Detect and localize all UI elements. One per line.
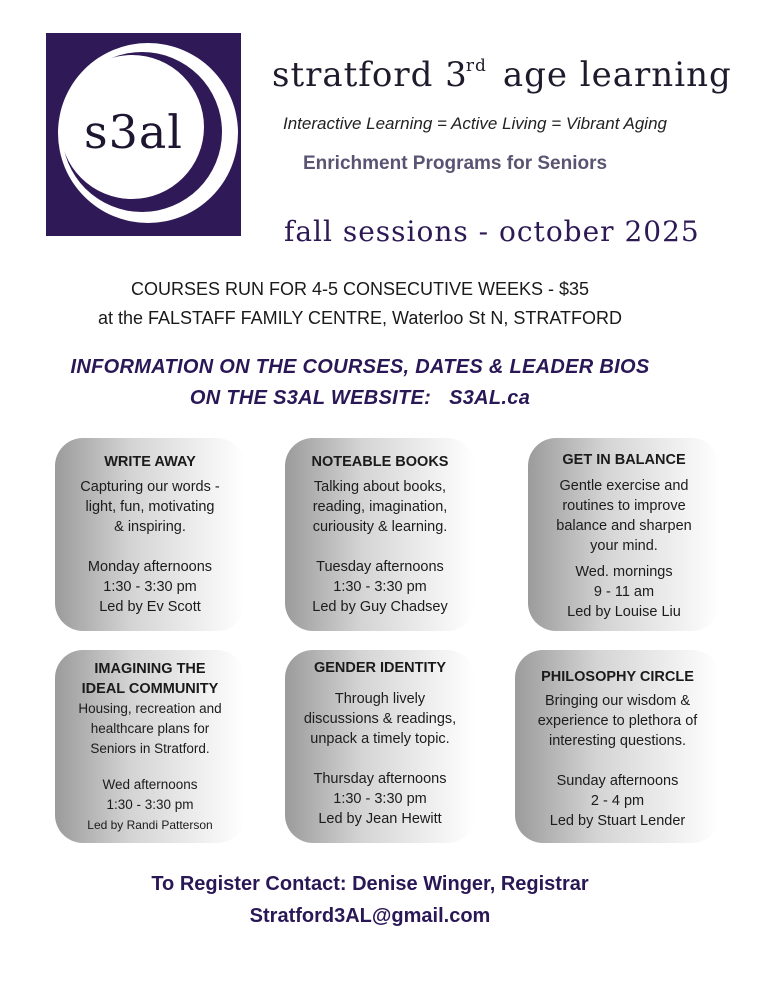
- course-description: Through lively discussions & readings, unpack a timely topic.: [303, 691, 457, 747]
- course-card-noteable-books: [285, 438, 475, 631]
- course-title: NOTEABLE BOOKS: [311, 454, 449, 470]
- course-time: 2 - 4 pm: [590, 793, 645, 809]
- course-schedule: Wed afternoons: [102, 777, 198, 792]
- course-description: Housing, recreation and healthcare plans for Seniors in Stratford.: [78, 701, 222, 756]
- course-schedule: Thursday afternoons: [313, 771, 447, 787]
- course-schedule: Monday afternoons: [87, 559, 213, 575]
- course-leader: Led by Louise Liu: [567, 604, 681, 620]
- course-card-write-away: [55, 438, 245, 631]
- logo-text: s3al: [83, 105, 183, 159]
- org-name: [272, 55, 752, 95]
- venue-line: at the FALSTAFF FAMILY CENTRE, Waterloo St N, STRATFORD: [97, 308, 623, 328]
- course-title: WRITE AWAY: [104, 454, 196, 470]
- website-info-line-1: INFORMATION ON THE COURSES, DATES & LEADER BIOS: [70, 356, 650, 378]
- course-card-gender-identity: [285, 650, 475, 843]
- org-name-pre: stratford 3: [272, 55, 468, 95]
- course-title: PHILOSOPHY CIRCLE: [541, 669, 694, 685]
- tagline: Interactive Learning = Active Living = Vibrant Aging: [283, 114, 667, 133]
- course-description: Gentle exercise and routines to improve balance and sharpen your mind.: [556, 478, 692, 554]
- register-contact-line: To Register Contact: Denise Winger, Registrar: [151, 873, 589, 895]
- course-schedule: Sunday afternoons: [556, 773, 679, 789]
- course-title: IMAGINING THE IDEAL COMMUNITY: [81, 661, 219, 697]
- website-link[interactable]: S3AL.ca: [449, 387, 531, 409]
- s3al-logo: [46, 33, 241, 236]
- course-time: 9 - 11 am: [593, 584, 655, 600]
- cost-line: COURSES RUN FOR 4-5 CONSECUTIVE WEEKS - $35: [130, 279, 590, 299]
- course-time: 1:30 - 3:30 pm: [333, 791, 427, 807]
- course-leader: Led by Ev Scott: [99, 599, 201, 615]
- course-time: 1:30 - 3:30 pm: [103, 579, 197, 595]
- org-name-sup: rd: [465, 56, 487, 76]
- course-card-ideal-community: [55, 650, 245, 843]
- course-leader: Led by Stuart Lender: [549, 813, 686, 829]
- course-schedule: Tuesday afternoons: [316, 559, 444, 575]
- website-info-line-2: [0, 387, 720, 410]
- course-leader: Led by Randi Patterson: [87, 818, 213, 832]
- course-leader: Led by Guy Chadsey: [312, 599, 448, 615]
- register-email-link[interactable]: Stratford3AL@gmail.com: [249, 905, 491, 927]
- course-leader: Led by Jean Hewitt: [318, 811, 442, 827]
- course-description: Capturing our words - light, fun, motivating & inspiring.: [80, 479, 220, 535]
- course-title: GET IN BALANCE: [562, 452, 686, 468]
- course-description: Talking about books, reading, imagination, curiousity & learning.: [312, 479, 448, 535]
- course-title: GENDER IDENTITY: [313, 660, 447, 676]
- course-schedule: Wed. mornings: [575, 564, 673, 580]
- website-info-label: ON THE S3AL WEBSITE:: [189, 387, 432, 409]
- session-heading: fall sessions - october 2025: [284, 215, 700, 248]
- course-card-get-in-balance: [528, 438, 720, 631]
- subtitle: Enrichment Programs for Seniors: [303, 153, 608, 174]
- org-name-post: age learning: [502, 55, 732, 95]
- course-description: Bringing our wisdom & experience to plethora of interesting questions.: [537, 693, 698, 749]
- course-card-philosophy-circle: [515, 650, 720, 843]
- course-time: 1:30 - 3:30 pm: [333, 579, 427, 595]
- course-time: 1:30 - 3:30 pm: [106, 797, 194, 812]
